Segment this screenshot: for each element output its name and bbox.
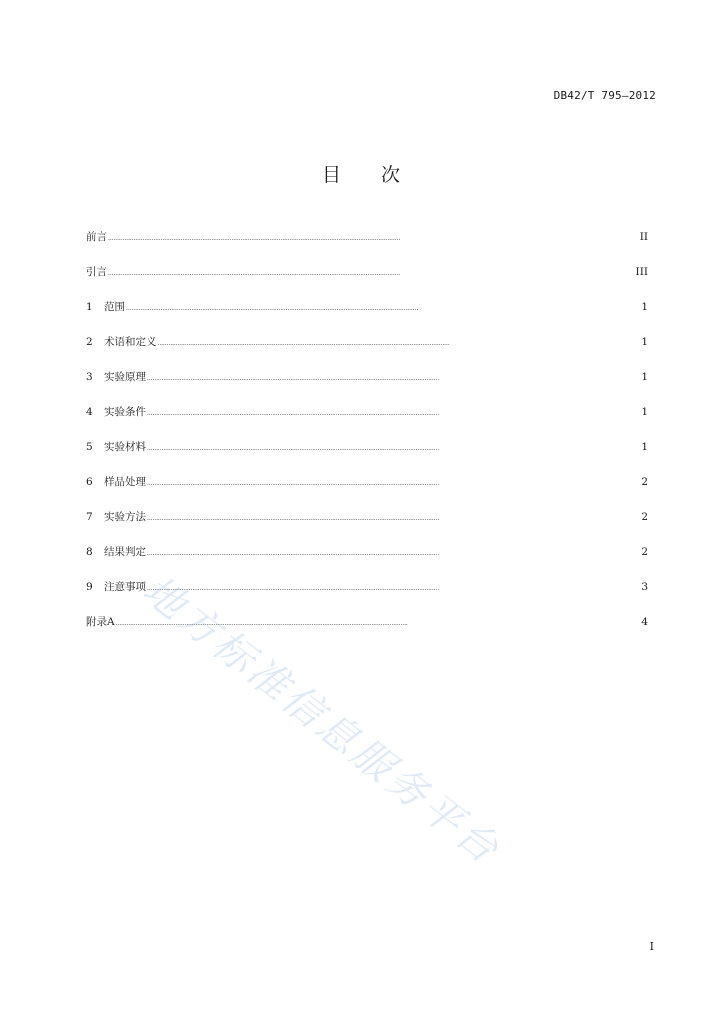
toc-title-part2: 次 xyxy=(381,164,403,186)
toc-leader xyxy=(126,305,640,312)
toc-entry-page: 1 xyxy=(641,301,648,313)
toc-entry-page: 1 xyxy=(641,336,648,348)
toc-entry-foreword[interactable] xyxy=(86,229,648,264)
toc-leader xyxy=(108,270,635,277)
toc-entry-principle[interactable] xyxy=(86,369,648,404)
toc-entry-number: 1 xyxy=(86,301,93,313)
toc-entry-number: 2 xyxy=(86,336,93,348)
toc-entry-label: 附录A xyxy=(86,616,115,628)
toc-entry-page: 1 xyxy=(641,371,648,383)
toc-entry-page: 4 xyxy=(641,616,648,628)
toc-entry-number: 3 xyxy=(86,371,93,383)
toc-entry-label: 实验方法 xyxy=(104,511,146,523)
toc-title xyxy=(0,160,724,187)
toc-entry-label: 实验材料 xyxy=(104,441,146,453)
toc-entry-page: 1 xyxy=(641,441,648,453)
document-code: DB42/T 795—2012 xyxy=(553,89,656,102)
toc-entry-page: II xyxy=(639,231,648,243)
toc-entry-page: 2 xyxy=(641,511,648,523)
toc-entry-label: 注意事项 xyxy=(104,581,146,593)
toc-entry-number: 7 xyxy=(86,511,93,523)
toc-entry-page: 2 xyxy=(641,546,648,558)
toc-title-part1: 目 xyxy=(321,164,343,186)
toc-entry-label: 实验原理 xyxy=(104,371,146,383)
toc-entry-sample-processing[interactable] xyxy=(86,474,648,509)
toc-entry-label: 术语和定义 xyxy=(104,336,157,348)
toc-entry-label: 结果判定 xyxy=(104,546,146,558)
toc-entry-conditions[interactable] xyxy=(86,404,648,439)
watermark: 地方标准信息服务平台 xyxy=(134,567,510,875)
toc-entry-number: 6 xyxy=(86,476,93,488)
toc-leader xyxy=(147,515,640,522)
toc-entry-page: 2 xyxy=(641,476,648,488)
toc-entry-label: 前言 xyxy=(86,231,107,243)
toc-leader xyxy=(147,550,640,557)
toc-entry-page: 3 xyxy=(641,581,648,593)
toc-entry-page: III xyxy=(635,266,648,278)
toc-entry-materials[interactable] xyxy=(86,439,648,474)
toc-entry-label: 范围 xyxy=(104,301,125,313)
toc-entry-number: 5 xyxy=(86,441,93,453)
toc-entry-introduction[interactable] xyxy=(86,264,648,299)
toc-leader xyxy=(147,480,640,487)
page-number: I xyxy=(649,940,654,953)
toc-entry-number: 4 xyxy=(86,406,93,418)
toc-entry-label: 样品处理 xyxy=(104,476,146,488)
toc-entry-number: 8 xyxy=(86,546,93,558)
toc-leader xyxy=(147,375,640,382)
toc-entry-label: 引言 xyxy=(86,266,107,278)
toc-entry-number: 9 xyxy=(86,581,93,593)
toc-leader xyxy=(108,235,639,242)
toc-entry-scope[interactable] xyxy=(86,299,648,334)
toc-leader xyxy=(158,340,641,347)
toc-entry-label: 实验条件 xyxy=(104,406,146,418)
toc-leader xyxy=(147,410,640,417)
toc-leader xyxy=(147,585,640,592)
toc-leader xyxy=(147,445,640,452)
toc-entry-page: 1 xyxy=(641,406,648,418)
toc-entry-terms[interactable] xyxy=(86,334,648,369)
toc-entry-methods[interactable] xyxy=(86,509,648,544)
